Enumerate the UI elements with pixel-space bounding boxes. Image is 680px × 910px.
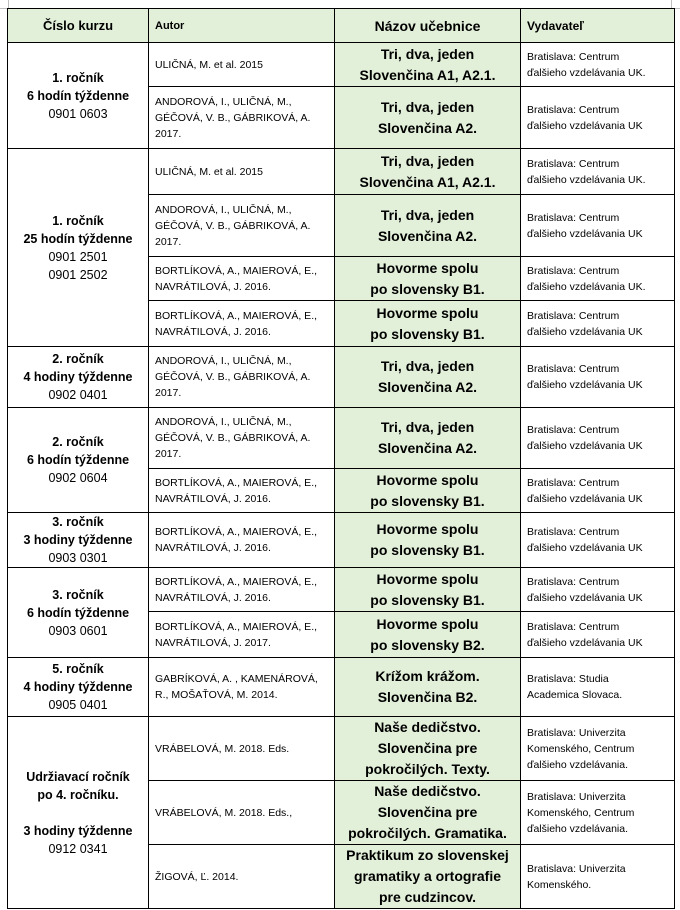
cell-line: 1. ročník bbox=[52, 213, 104, 228]
cell-line: 3 hodiny týždenne bbox=[23, 823, 133, 838]
textbook-title-cell bbox=[335, 87, 521, 149]
cell-line: 0901 2501 bbox=[48, 249, 108, 264]
cell-line: pokročilých. Texty. bbox=[365, 761, 490, 777]
publisher-cell bbox=[521, 347, 675, 408]
table-header-row bbox=[8, 9, 675, 43]
textbook-title-cell bbox=[335, 568, 521, 612]
cell-line: 3. ročník bbox=[52, 515, 104, 529]
cell-line: Naše dedičstvo. bbox=[374, 783, 481, 799]
cell-line: Hovorme spolu bbox=[376, 521, 479, 537]
cell-line: 0912 0341 bbox=[48, 841, 108, 856]
cell-line: Slovenčina pre bbox=[377, 740, 478, 756]
header-publisher: Vydavateľ bbox=[521, 9, 675, 43]
cell-line: Bratislava: Centrum bbox=[527, 575, 620, 588]
cell-line: 1. ročník bbox=[52, 70, 104, 85]
cell-line: ďalšieho vzdelávania UK bbox=[527, 542, 643, 554]
author-cell bbox=[149, 845, 335, 909]
cell-line: 2017. bbox=[155, 387, 182, 399]
publisher-cell bbox=[521, 612, 675, 658]
cell-line: Bratislava: Centrum bbox=[527, 309, 620, 322]
cell-line: BORTLÍKOVÁ, A., MAIEROVÁ, E., bbox=[155, 526, 318, 538]
textbook-title-cell bbox=[335, 43, 521, 87]
cell-line: GÉČOVÁ, V. B., GÁBRIKOVÁ, A. bbox=[155, 371, 311, 383]
cell-line: ďalšieho vzdelávania UK. bbox=[527, 173, 646, 186]
cell-line: 6 hodín týždenne bbox=[26, 453, 130, 467]
author-cell bbox=[149, 149, 335, 195]
cell-line: Hovorme spolu bbox=[376, 304, 479, 321]
cell-line: ANDOROVÁ, I., ULIČNÁ, M., bbox=[155, 355, 292, 367]
cell-line: ďalšieho vzdelávania UK bbox=[527, 636, 643, 649]
cell-line: Naše dedičstvo. bbox=[374, 719, 481, 735]
cell-line: po slovensky B1. bbox=[370, 492, 485, 509]
textbook-title-cell bbox=[335, 301, 521, 347]
table-row bbox=[8, 149, 675, 195]
textbook-title-cell bbox=[335, 257, 521, 301]
course-number-cell bbox=[8, 347, 149, 408]
cell-line: ďalšieho vzdelávania. bbox=[527, 822, 629, 835]
textbook-title-cell bbox=[335, 469, 521, 513]
cell-line: po slovensky B1. bbox=[370, 542, 485, 558]
textbook-title-cell bbox=[335, 612, 521, 658]
cell-line: ďalšieho vzdelávania UK bbox=[527, 440, 643, 452]
table-row bbox=[8, 513, 675, 568]
cell-line: Komenského. bbox=[527, 878, 592, 891]
course-number-cell bbox=[8, 717, 149, 909]
cell-line: Udržiavací ročník bbox=[26, 769, 130, 784]
table-row bbox=[8, 568, 675, 612]
publisher-cell bbox=[521, 257, 675, 301]
author-cell bbox=[149, 301, 335, 347]
cell-line: Slovenčina A2. bbox=[377, 227, 478, 244]
cell-line: Academica Slovaca. bbox=[527, 689, 623, 701]
textbook-title-cell bbox=[335, 781, 521, 845]
cell-line: VRÁBELOVÁ, M. 2018. Eds., bbox=[155, 806, 293, 819]
cell-line: po 4. ročníku. bbox=[37, 787, 119, 802]
publisher-cell bbox=[521, 717, 675, 781]
table-row bbox=[8, 43, 675, 87]
cell-line: 0905 0401 bbox=[48, 698, 108, 712]
cell-line: Bratislava: Centrum bbox=[527, 424, 620, 436]
cell-line: NAVRÁTILOVÁ, J. 2016. bbox=[155, 542, 271, 554]
cell-line: Slovenčina A1, A2.1. bbox=[359, 173, 496, 190]
cell-line: 25 hodín týždenne bbox=[23, 231, 133, 246]
publisher-cell bbox=[521, 149, 675, 195]
cell-line: Hovorme spolu bbox=[376, 615, 479, 632]
table-row bbox=[8, 658, 675, 717]
cell-line: Hovorme spolu bbox=[376, 471, 479, 488]
cell-line: Slovenčina A2. bbox=[377, 119, 478, 136]
cell-line: 0901 2502 bbox=[48, 267, 108, 282]
cell-line: NAVRÁTILOVÁ, J. 2017. bbox=[155, 636, 271, 649]
course-number-cell bbox=[8, 149, 149, 347]
textbook-title-cell bbox=[335, 347, 521, 408]
author-cell bbox=[149, 347, 335, 408]
cell-line: Komenského, Centrum bbox=[527, 806, 635, 819]
cell-line: ďalšieho vzdelávania UK bbox=[527, 492, 643, 505]
author-cell bbox=[149, 781, 335, 845]
cell-line: po slovensky B1. bbox=[370, 591, 485, 608]
cell-line: 0901 0603 bbox=[48, 106, 108, 121]
cell-line: Bratislava: Centrum bbox=[527, 264, 620, 277]
cell-line: GÉČOVÁ, V. B., GÁBRIKOVÁ, A. bbox=[155, 111, 311, 124]
author-cell bbox=[149, 612, 335, 658]
cell-line: ďalšieho vzdelávania UK bbox=[527, 591, 643, 604]
cell-line: GÉČOVÁ, V. B., GÁBRIKOVÁ, A. bbox=[155, 219, 311, 232]
cell-line: Slovenčina pre bbox=[377, 804, 478, 820]
author-cell bbox=[149, 568, 335, 612]
cell-line: Slovenčina A2. bbox=[377, 440, 478, 456]
cell-line: BORTLÍKOVÁ, A., MAIEROVÁ, E., bbox=[155, 264, 318, 277]
cell-line: 0902 0604 bbox=[48, 471, 108, 485]
cell-line: Bratislava: Centrum bbox=[527, 211, 620, 224]
cell-line: Hovorme spolu bbox=[376, 570, 479, 587]
cell-line: pokročilých. Gramatika. bbox=[348, 825, 507, 841]
cell-line: 2. ročník bbox=[52, 435, 104, 449]
cell-line: Bratislava: Centrum bbox=[527, 103, 620, 116]
cell-line: GABRÍKOVÁ, A. , KAMENÁROVÁ, bbox=[155, 673, 318, 685]
cell-line: R., MOŠAŤOVÁ, M. 2014. bbox=[155, 689, 278, 701]
cell-line: 2017. bbox=[155, 448, 182, 460]
cell-line: NAVRÁTILOVÁ, J. 2016. bbox=[155, 591, 271, 604]
cell-line: Komenského, Centrum bbox=[527, 742, 635, 755]
author-cell bbox=[149, 257, 335, 301]
cell-line: 6 hodín týždenne bbox=[26, 605, 130, 620]
cell-line: pre cudzincov. bbox=[379, 889, 476, 905]
cell-line: 3 hodiny týždenne bbox=[23, 533, 133, 547]
cell-line: Krížom krážom. bbox=[375, 668, 480, 684]
course-number-cell bbox=[8, 568, 149, 658]
cell-line: ďalšieho vzdelávania UK bbox=[527, 379, 643, 391]
cell-line: ANDOROVÁ, I., ULIČNÁ, M., bbox=[155, 95, 292, 108]
cell-line: Bratislava: Centrum bbox=[527, 620, 620, 633]
cell-line: VRÁBELOVÁ, M. 2018. Eds. bbox=[155, 742, 290, 755]
textbook-title-cell bbox=[335, 513, 521, 568]
cell-line: 4 hodiny týždenne bbox=[23, 680, 133, 694]
cell-line: ANDOROVÁ, I., ULIČNÁ, M., bbox=[155, 203, 292, 216]
cell-line: Bratislava: Centrum bbox=[527, 50, 620, 63]
cell-line: Bratislava: Centrum bbox=[527, 526, 620, 538]
textbook-title-cell bbox=[335, 149, 521, 195]
cell-line: Bratislava: Centrum bbox=[527, 363, 620, 375]
cell-line: BORTLÍKOVÁ, A., MAIEROVÁ, E., bbox=[155, 476, 318, 489]
publisher-cell bbox=[521, 469, 675, 513]
cell-line: Tri, dva, jeden bbox=[380, 152, 475, 169]
cell-line: 5. ročník bbox=[52, 662, 104, 676]
cell-line: ŽIGOVÁ, Ľ. 2014. bbox=[155, 870, 239, 883]
cell-line: BORTLÍKOVÁ, A., MAIEROVÁ, E., bbox=[155, 620, 318, 633]
cell-line: Bratislava: Studia bbox=[527, 673, 609, 685]
publisher-cell bbox=[521, 43, 675, 87]
cell-line: BORTLÍKOVÁ, A., MAIEROVÁ, E., bbox=[155, 575, 318, 588]
cell-line: 0902 0401 bbox=[48, 388, 108, 402]
cell-line: Tri, dva, jeden bbox=[380, 419, 475, 435]
author-cell bbox=[149, 408, 335, 469]
course-number-cell bbox=[8, 658, 149, 717]
table-row bbox=[8, 347, 675, 408]
textbook-title-cell bbox=[335, 845, 521, 909]
author-cell bbox=[149, 43, 335, 87]
cell-line: ďalšieho vzdelávania UK bbox=[527, 227, 643, 240]
author-cell bbox=[149, 513, 335, 568]
cell-line: Tri, dva, jeden bbox=[380, 45, 475, 62]
course-number-cell bbox=[8, 43, 149, 149]
cell-line: Slovenčina B2. bbox=[377, 689, 478, 705]
header-course-number: Číslo kurzu bbox=[8, 9, 149, 43]
cell-line: Bratislava: Centrum bbox=[527, 157, 620, 170]
cell-line: Bratislava: Univerzita bbox=[527, 862, 626, 875]
header-textbook-title: Názov učebnice bbox=[335, 9, 521, 43]
author-cell bbox=[149, 87, 335, 149]
cell-line: NAVRÁTILOVÁ, J. 2016. bbox=[155, 492, 271, 505]
cell-line: Tri, dva, jeden bbox=[380, 358, 475, 374]
publisher-cell bbox=[521, 195, 675, 257]
cell-line: ANDOROVÁ, I., ULIČNÁ, M., bbox=[155, 416, 292, 428]
publisher-cell bbox=[521, 845, 675, 909]
cell-line: ULIČNÁ, M. et al. 2015 bbox=[155, 165, 263, 178]
cell-line: Bratislava: Univerzita bbox=[527, 790, 626, 803]
cell-line: Tri, dva, jeden bbox=[380, 98, 475, 115]
cell-line: Bratislava: Univerzita bbox=[527, 726, 626, 739]
cell-line: Hovorme spolu bbox=[376, 259, 479, 276]
cell-line: 0903 0601 bbox=[48, 623, 108, 638]
publisher-cell bbox=[521, 513, 675, 568]
cell-line: 2017. bbox=[155, 127, 182, 140]
author-cell bbox=[149, 717, 335, 781]
cell-line: Slovenčina A1, A2.1. bbox=[359, 66, 496, 83]
table-row bbox=[8, 717, 675, 781]
cell-line: GÉČOVÁ, V. B., GÁBRIKOVÁ, A. bbox=[155, 432, 311, 444]
cell-line: 6 hodín týždenne bbox=[26, 88, 130, 103]
publisher-cell bbox=[521, 781, 675, 845]
author-cell bbox=[149, 195, 335, 257]
cell-line: Tri, dva, jeden bbox=[380, 206, 475, 223]
cell-line bbox=[8, 804, 148, 822]
cell-line: ďalšieho vzdelávania UK. bbox=[527, 280, 646, 293]
table-row bbox=[8, 408, 675, 469]
cell-line: 0903 0301 bbox=[48, 551, 108, 565]
cell-line: ďalšieho vzdelávania. bbox=[527, 758, 629, 771]
publisher-cell bbox=[521, 658, 675, 717]
course-number-cell bbox=[8, 408, 149, 513]
cell-line: NAVRÁTILOVÁ, J. 2016. bbox=[155, 280, 271, 293]
cell-line: ďalšieho vzdelávania UK. bbox=[527, 66, 646, 79]
author-cell bbox=[149, 658, 335, 717]
course-number-cell bbox=[8, 513, 149, 568]
cell-line: Slovenčina A2. bbox=[377, 379, 478, 395]
cell-line: ďalšieho vzdelávania UK bbox=[527, 325, 643, 338]
cell-line: 3. ročník bbox=[52, 587, 104, 602]
cell-line: Praktikum zo slovenskej bbox=[346, 847, 509, 863]
cell-line: 4 hodiny týždenne bbox=[23, 370, 133, 384]
cell-line: gramatiky a ortografie bbox=[353, 868, 502, 884]
cell-line: po slovensky B2. bbox=[370, 636, 485, 653]
textbook-title-cell bbox=[335, 658, 521, 717]
cell-line: NAVRÁTILOVÁ, J. 2016. bbox=[155, 325, 271, 338]
cell-line: ULIČNÁ, M. et al. 2015 bbox=[155, 58, 263, 71]
cell-line: 2017. bbox=[155, 235, 182, 248]
cell-line: po slovensky B1. bbox=[370, 325, 485, 342]
publisher-cell bbox=[521, 408, 675, 469]
cell-line: Bratislava: Centrum bbox=[527, 476, 620, 489]
header-author: Autor bbox=[149, 9, 335, 43]
textbook-title-cell bbox=[335, 195, 521, 257]
author-cell bbox=[149, 469, 335, 513]
cell-line: 2. ročník bbox=[52, 352, 104, 366]
cell-line: po slovensky B1. bbox=[370, 280, 485, 297]
cell-line: BORTLÍKOVÁ, A., MAIEROVÁ, E., bbox=[155, 309, 318, 322]
publisher-cell bbox=[521, 568, 675, 612]
textbook-title-cell bbox=[335, 408, 521, 469]
publisher-cell bbox=[521, 87, 675, 149]
cell-line: ďalšieho vzdelávania UK bbox=[527, 119, 643, 132]
table-body bbox=[8, 43, 675, 909]
textbook-title-cell bbox=[335, 717, 521, 781]
publisher-cell bbox=[521, 301, 675, 347]
textbook-table bbox=[7, 8, 675, 909]
